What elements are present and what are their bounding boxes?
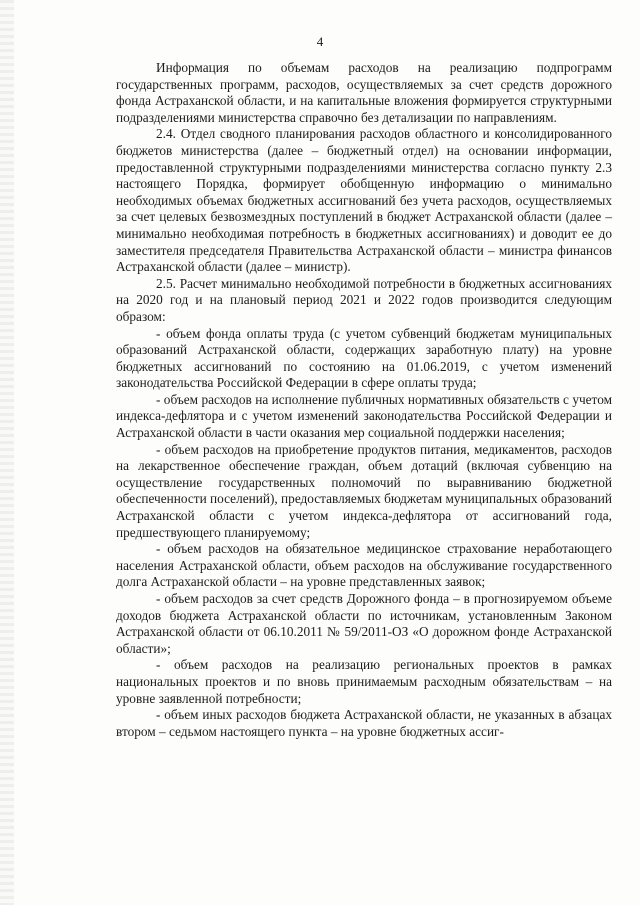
scan-margin-strip xyxy=(0,0,14,905)
paragraph-6: - объем расходов на приобретение продуктов питания, медикаментов, расходов на лекарственное обеспечение граждан, объем дотаций (включая субвенцию на осуществление государственных полномочий по выравниванию бюджетной обеспеченности поселений), предоставляемых бюджетам муниципальных образований Астраханской области с учетом индекса-дефлятора от ассигнований года, предшествующего планируемому; xyxy=(116,441,612,540)
paragraph-8: - объем расходов за счет средств Дорожного фонда – в прогнозируемом объеме доходов бюджета Астраханской области по источникам, установленным Законом Астраханской области от 06.10.2011 № 59/2011-ОЗ «О дорожном фонде Астраханской области»; xyxy=(116,591,612,656)
page-number: 4 xyxy=(316,34,324,49)
paragraph-10: - объем иных расходов бюджета Астраханской области, не указанных в абзацах втором – седьмом настоящего пункта – на уровне бюджетных ассиг- xyxy=(116,707,612,739)
paragraph-4: - объем фонда оплаты труда (с учетом субвенций бюджетам муниципальных образований Астраханской области, содержащих заработную плату) на уровне бюджетных ассигнований по состоянию на 01.06.2019, с учетом изменений законодательства Российской Федерации в сфере оплаты труда; xyxy=(116,325,612,391)
paragraph-5: - объем расходов на исполнение публичных нормативных обязательств с учетом индекса-дефлятора и с учетом изменений законодательства Российской Федерации и Астраханской области в части оказания мер социальной поддержки населения; xyxy=(116,391,612,441)
paragraph-7: - объем расходов на обязательное медицинское страхование неработающего населения Астраханской области, объем расходов на обслуживание государственного долга Астраханской области – на уровне представленных заявок; xyxy=(116,541,612,590)
paragraph-1: Информация по объемам расходов на реализацию подпрограмм государственных программ, расходов, осуществляемых за счет средств дорожного фонда Астраханской области, и на капитальные вложения формируется структурными подразделениями министерства справочно без детализации по направлениям. xyxy=(116,60,612,125)
paragraph-9: - объем расходов на реализацию региональных проектов в рамках национальных проектов и по вновь принимаемым расходным обязательствам – на уровне заявленной потребности; xyxy=(116,657,612,706)
paragraph-3: 2.5. Расчет минимально необходимой потребности в бюджетных ассигнованиях на 2020 год и на плановый период 2021 и 2022 годов производится следующим образом: xyxy=(116,275,612,324)
document-body xyxy=(116,60,612,740)
paragraph-2: 2.4. Отдел сводного планирования расходов областного и консолидированного бюджетов министерства (далее – бюджетный отдел) на основании информации, предоставленной структурными подразделениями министерства согласно пункту 2.3 настоящего Порядка, формирует обобщенную информацию о минимально необходимых объемах бюджетных ассигнований без учета расходов, осуществляемых за счет целевых безвозмездных поступлений в бюджет Астраханской области (далее – минимально необходимая потребность в бюджетных ассигнованиях) и доводит ее до заместителя председателя Правительства Астраханской области – министра финансов Астраханской области (далее – министр). xyxy=(116,126,612,275)
